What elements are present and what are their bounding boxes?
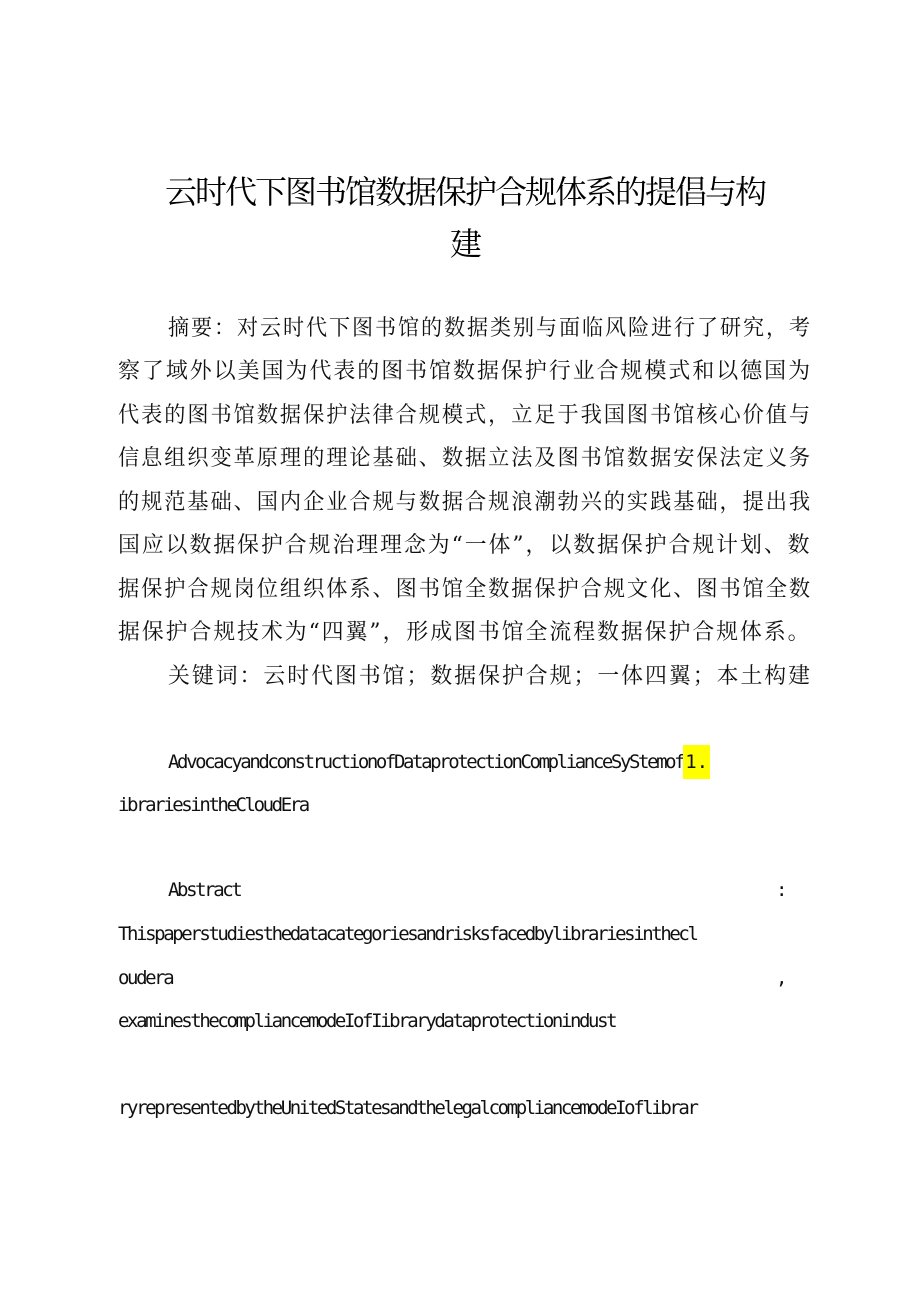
abstract-en-label: Abstract (168, 879, 241, 901)
abstract-cn-line-7: 据保护合规岗位组织体系、图书馆全数据保护合规文化、图书馆全数 (118, 577, 813, 602)
abstract-en-colon: : (776, 879, 788, 901)
abstract-en-line-3: examinesthecompliancemodeIofIibrarydataprotectionindust (118, 1010, 616, 1032)
abstract-cn-line-4: 信息组织变革原理的理论基础、数据立法及图书馆数据安保法定义务 (118, 446, 813, 471)
document-title-line-2: 建 (449, 225, 480, 263)
abstract-cn-line-6: 国应以数据保护合规治理理念为“一体”，以数据保护合规计划、数 (118, 533, 812, 558)
abstract-cn-line-2: 察了域外以美国为代表的图书馆数据保护行业合规模式和以德国为 (118, 359, 813, 384)
abstract-cn-line-5: 的规范基础、国内企业合规与数据合规浪潮勃兴的实践基础，提出我 (118, 490, 813, 515)
abstract-en-line-1: Thispaperstudiesthedatacategoriesandrisksfacedbylibrariesinthecl (118, 923, 697, 945)
abstract-cn-line-1: 摘要：对云时代下图书馆的数据类别与面临风险进行了研究，考 (168, 316, 813, 341)
document-title-line-1: 云时代下图书馆数据保护合规体系的提倡与构 (164, 173, 765, 211)
abstract-en-line-4: ryrepresentedbytheUnitedStatesandthelegalcompliancemodeIoflibrar (118, 1097, 697, 1119)
abstract-en-line-2: oudera (118, 967, 173, 989)
abstract-cn-line-3: 代表的图书馆数据保护法律合规模式，立足于我国图书馆核心价值与 (118, 403, 813, 428)
title-en-line-1-main: AdvocacyandconstructionofDataprotectionComplianceSyStemof (168, 751, 684, 773)
abstract-en-comma: , (776, 967, 788, 989)
title-en-line-1 (168, 748, 710, 776)
title-en-highlight: 1. (683, 745, 710, 779)
abstract-cn-line-8: 据保护合规技术为“四翼”，形成图书馆全流程数据保护合规体系。 (118, 620, 812, 645)
keywords-cn: 关键词：云时代图书馆；数据保护合规；一体四翼；本土构建 (168, 664, 813, 689)
title-en-line-2: ibrariesintheCloudEra (118, 794, 308, 816)
